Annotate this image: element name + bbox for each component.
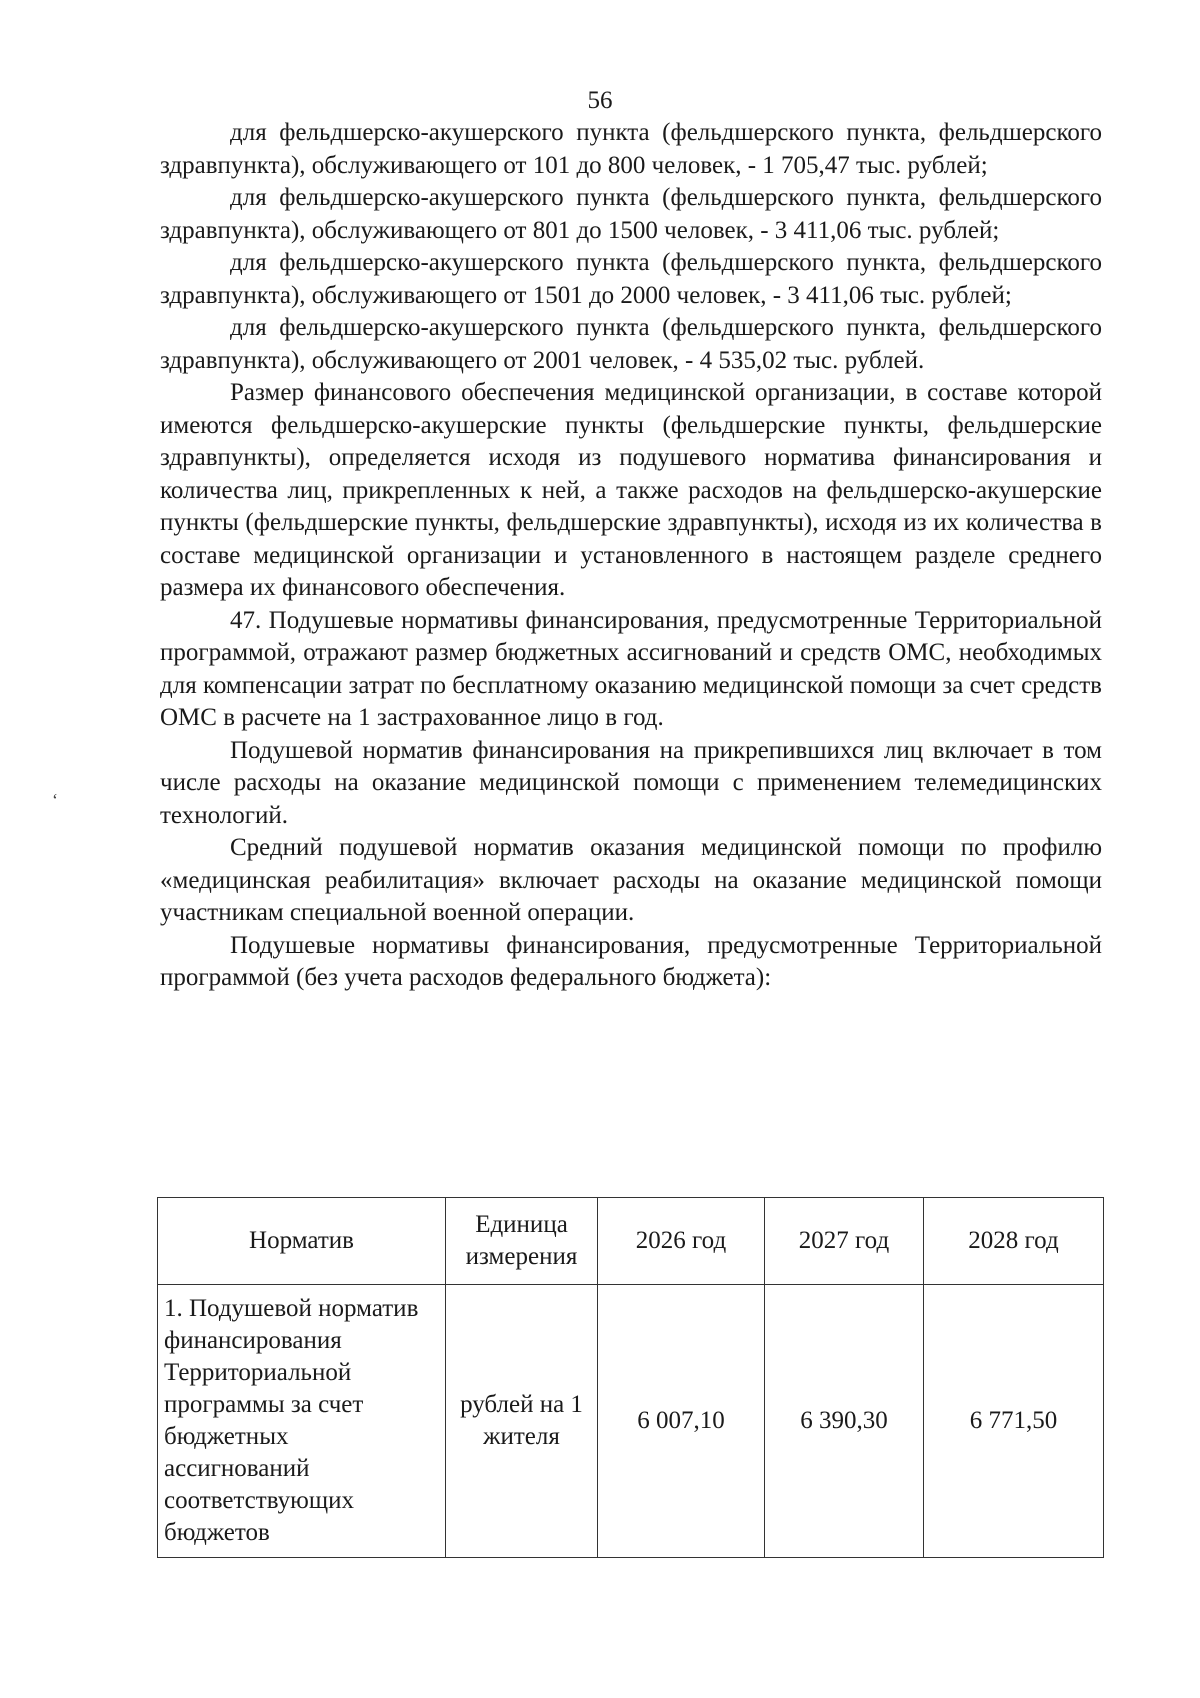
paragraph-rehabilitation: Средний подушевой норматив оказания медицинской помощи по профилю «медицинская реабилитация» включает расходы на оказание медицинской помощи участникам специальной военной операции. — [160, 834, 1102, 926]
header-2026: 2026 год — [598, 1198, 765, 1285]
paragraph-fap-101-800: для фельдшерско-акушерского пункта (фельдшерского пункта, фельдшерского здравпункта), обслуживающего от 101 до 800 человек, - 1 705,47 тыс. рублей; — [160, 119, 1102, 179]
paragraph-financing-size: Размер финансового обеспечения медицинской организации, в составе которой имеются фельдшерско-акушерские пункты (фельдшерские пункты, фельдшерские здравпункты), определяется исходя из подушевого норматива финансирования и количества лиц, прикрепленных к ней, а также расходов на фельдшерско-акушерские пункты (фельдшерские пункты, фельдшерские здравпункты), исходя из их количества в составе медицинской организации и установленного в настоящем разделе среднего размера их финансового обеспечения. — [160, 379, 1102, 601]
cell-norm-name: 1. Подушевой норматив финансирования Территориальной программы за счет бюджетных ассигнований соответствующих бюджетов — [158, 1285, 446, 1558]
norms-table-wrapper — [157, 1197, 1103, 1558]
cell-value-2027: 6 390,30 — [765, 1285, 924, 1558]
cell-unit: рублей на 1 жителя — [446, 1285, 598, 1558]
header-2027: 2027 год — [765, 1198, 924, 1285]
cell-value-2028: 6 771,50 — [924, 1285, 1104, 1558]
norms-table — [157, 1197, 1104, 1558]
table-row — [158, 1285, 1104, 1558]
paragraph-fap-801-1500: для фельдшерско-акушерского пункта (фельдшерского пункта, фельдшерского здравпункта), обслуживающего от 801 до 1500 человек, - 3 411,06 тыс. рублей; — [160, 184, 1102, 244]
margin-mark: ‘ — [52, 790, 58, 810]
header-norm: Норматив — [158, 1198, 446, 1285]
paragraph-fap-2001: для фельдшерско-акушерского пункта (фельдшерского пункта, фельдшерского здравпункта), обслуживающего от 2001 человек, - 4 535,02 тыс. рублей. — [160, 314, 1102, 374]
table-header-row — [158, 1198, 1104, 1285]
page-number: 56 — [587, 87, 613, 114]
paragraph-telemedicine: Подушевой норматив финансирования на прикрепившихся лиц включает в том числе расходы на оказание медицинской помощи с применением телемедицинских технологий. — [160, 736, 1102, 829]
paragraph-section-47: 47. Подушевые нормативы финансирования, предусмотренные Территориальной программой, отражают размер бюджетных ассигнований и средств ОМС, необходимых для компенсации затрат по бесплатному оказанию медицинской помощи за счет средств ОМС в расчете на 1 застрахованное лицо в год. — [160, 606, 1102, 731]
paragraph-table-intro: Подушевые нормативы финансирования, предусмотренные Территориальной программой (без учета расходов федерального бюджета): — [160, 931, 1102, 991]
header-unit: Единица измерения — [446, 1198, 598, 1285]
document-body — [160, 117, 1102, 995]
paragraph-fap-1501-2000: для фельдшерско-акушерского пункта (фельдшерского пункта, фельдшерского здравпункта), обслуживающего от 1501 до 2000 человек, - 3 411,06 тыс. рублей; — [160, 249, 1102, 309]
cell-value-2026: 6 007,10 — [598, 1285, 765, 1558]
header-2028: 2028 год — [924, 1198, 1104, 1285]
